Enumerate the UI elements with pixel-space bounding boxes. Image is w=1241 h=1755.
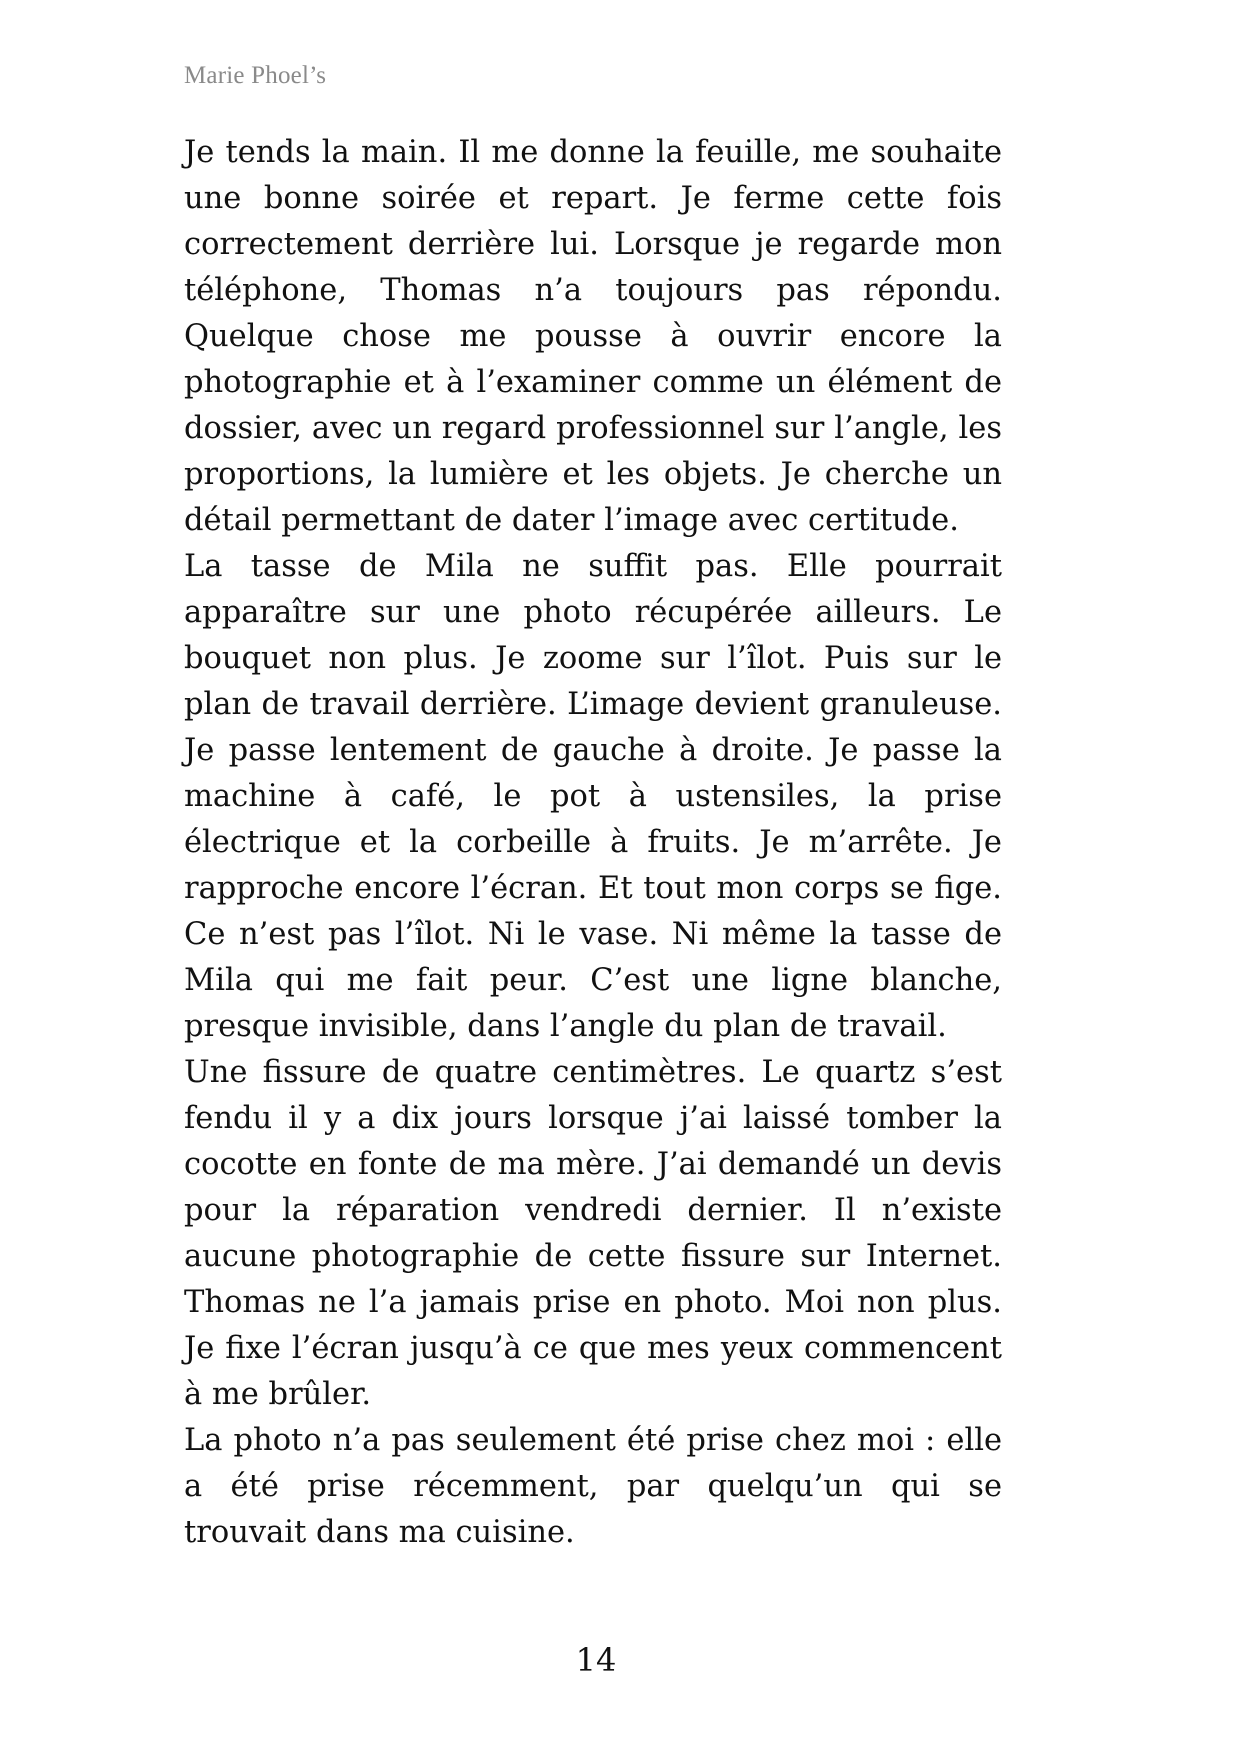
page-number: 14: [575, 1641, 617, 1679]
running-header: Marie Phoel’s: [184, 62, 327, 89]
paragraph: La photo n’a pas seulement été prise chez moi : elle a été prise récemment, par quelqu’un qui se trouvait dans ma cuisine.: [184, 1423, 1002, 1550]
paragraph: La tasse de Mila ne suffit pas. Elle pourrait apparaître sur une photo récupérée ailleurs. Le bouquet non plus. Je zoome sur l’îlot. Puis sur le plan de travail derrière. L’image devient granuleuse. Je passe lentement de gauche à droite. Je passe la machine à café, le pot à ustensiles, la prise électrique et la corbeille à fruits. Je m’arrête. Je rapproche encore l’écran. Et tout mon corps se fige. Ce n’est pas l’îlot. Ni le vase. Ni même la tasse de Mila qui me fait peur. C’est une ligne blanche, presque invisible, dans l’angle du plan de travail.: [184, 549, 1002, 1044]
body-text: [184, 130, 1002, 1556]
paragraph: Une fissure de quatre centimètres. Le quartz s’est fendu il y a dix jours lorsque j’ai laissé tomber la cocotte en fonte de ma mère. J’ai demandé un devis pour la réparation vendredi dernier. Il n’existe aucune photographie de cette fissure sur Internet. Thomas ne l’a jamais prise en photo. Moi non plus. Je fixe l’écran jusqu’à ce que mes yeux commencent à me brûler.: [184, 1055, 1002, 1412]
paragraph: Je tends la main. Il me donne la feuille, me souhaite une bonne soirée et repart. Je ferme cette fois correctement derrière lui. Lorsque je regarde mon téléphone, Thomas n’a toujours pas répondu. Quelque chose me pousse à ouvrir encore la photographie et à l’examiner comme un élément de dossier, avec un regard professionnel sur l’angle, les proportions, la lumière et les objets. Je cherche un détail permettant de dater l’image avec certitude.: [184, 135, 1002, 538]
